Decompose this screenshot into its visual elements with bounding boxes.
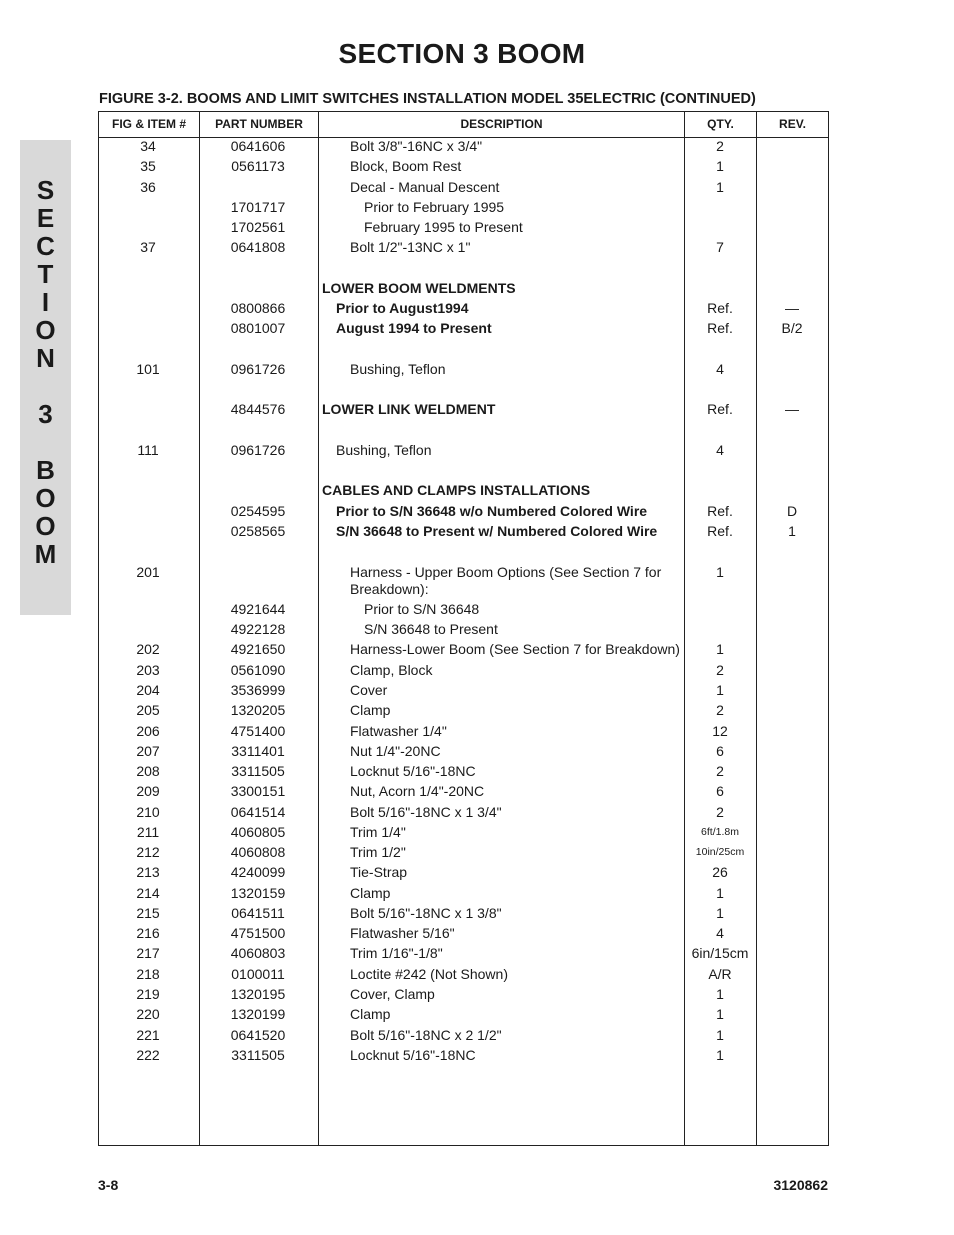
fig-item: 203 bbox=[136, 662, 160, 678]
side-tab-letter: C bbox=[36, 231, 55, 261]
fig-item: 37 bbox=[140, 239, 156, 255]
qty: 1 bbox=[716, 905, 724, 921]
column-divider bbox=[756, 112, 757, 1145]
side-tab-letter: O bbox=[35, 483, 56, 513]
side-tab-letter: O bbox=[35, 511, 56, 541]
side-tab-letter: T bbox=[37, 259, 54, 289]
description: Nut, Acorn 1/4"-20NC bbox=[350, 783, 485, 799]
description: Bushing, Teflon bbox=[350, 361, 446, 377]
description: Tie-Strap bbox=[350, 864, 408, 880]
part-number: 0561090 bbox=[230, 662, 286, 678]
part-number: 0641606 bbox=[230, 138, 286, 154]
part-number: 4921644 bbox=[230, 601, 286, 617]
description: Trim 1/2" bbox=[350, 844, 406, 860]
fig-item: 220 bbox=[136, 1006, 160, 1022]
description: Clamp bbox=[350, 1006, 391, 1022]
fig-item: 213 bbox=[136, 864, 160, 880]
description: February 1995 to Present bbox=[364, 219, 523, 235]
part-number: 4921650 bbox=[230, 641, 286, 657]
fig-item: 204 bbox=[136, 682, 160, 698]
qty: 1 bbox=[716, 564, 724, 580]
qty: Ref. bbox=[707, 523, 733, 539]
fig-item: 214 bbox=[136, 885, 160, 901]
description: Bushing, Teflon bbox=[336, 442, 432, 458]
section-title: SECTION 3 BOOM bbox=[338, 38, 586, 69]
description: Bolt 5/16"-18NC x 2 1/2" bbox=[350, 1027, 502, 1043]
description: Flatwasher 5/16" bbox=[350, 925, 455, 941]
description: Clamp bbox=[350, 885, 391, 901]
part-number: 4751500 bbox=[230, 925, 286, 941]
side-tab-letter: N bbox=[36, 343, 55, 373]
part-number: 1320195 bbox=[230, 986, 286, 1002]
qty: 1 bbox=[716, 1027, 724, 1043]
fig-item: 202 bbox=[136, 641, 160, 657]
qty: Ref. bbox=[707, 401, 733, 417]
part-number: 3311505 bbox=[231, 1047, 285, 1063]
rev: B/2 bbox=[781, 320, 803, 336]
side-tab-letter: M bbox=[34, 539, 57, 569]
part-number: 4060808 bbox=[230, 844, 286, 860]
column-divider bbox=[318, 112, 319, 1145]
qty: 1 bbox=[716, 682, 724, 698]
description: Bolt 3/8"-16NC x 3/4" bbox=[350, 138, 483, 154]
qty: 6ft/1.8m bbox=[701, 826, 739, 838]
qty: 2 bbox=[716, 804, 724, 820]
part-number: 0258565 bbox=[230, 523, 286, 539]
fig-item: 216 bbox=[136, 925, 160, 941]
description: Bolt 5/16"-18NC x 1 3/8" bbox=[350, 905, 502, 921]
header-qty: QTY. bbox=[707, 117, 734, 131]
qty: Ref. bbox=[707, 300, 733, 316]
header-rev: REV. bbox=[779, 117, 806, 131]
qty: 1 bbox=[716, 885, 724, 901]
part-number: 0561173 bbox=[231, 158, 285, 174]
part-number: 0641511 bbox=[231, 905, 285, 921]
qty: Ref. bbox=[707, 503, 733, 519]
part-number: 0961726 bbox=[230, 442, 286, 458]
description: LOWER LINK WELDMENT bbox=[322, 401, 496, 417]
qty: 1 bbox=[716, 641, 724, 657]
part-number: 0800866 bbox=[230, 300, 286, 316]
part-number: 0641514 bbox=[230, 804, 286, 820]
fig-item: 217 bbox=[136, 945, 160, 961]
fig-item: 34 bbox=[140, 138, 156, 154]
qty: 1 bbox=[716, 1047, 724, 1063]
fig-item: 212 bbox=[136, 844, 160, 860]
fig-item: 201 bbox=[136, 564, 160, 580]
qty: 2 bbox=[716, 763, 724, 779]
part-number: 3311505 bbox=[231, 763, 285, 779]
side-tab-letter: 3 bbox=[38, 399, 53, 429]
description: Prior to S/N 36648 w/o Numbered Colored Wire bbox=[336, 503, 648, 519]
fig-item: 206 bbox=[136, 723, 160, 739]
part-number: 1702561 bbox=[230, 219, 286, 235]
qty: 10in/25cm bbox=[695, 846, 745, 858]
fig-item: 221 bbox=[136, 1027, 160, 1043]
part-number: 4922128 bbox=[230, 621, 286, 637]
part-number: 3536999 bbox=[230, 682, 286, 698]
side-tab-letter: O bbox=[35, 315, 56, 345]
fig-item: 208 bbox=[136, 763, 160, 779]
part-number: 0801007 bbox=[230, 320, 286, 336]
qty: 1 bbox=[716, 986, 724, 1002]
description: Trim 1/16"-1/8" bbox=[350, 945, 443, 961]
rev: — bbox=[785, 300, 799, 316]
part-number: 0641808 bbox=[230, 239, 286, 255]
part-number: 4060805 bbox=[230, 824, 286, 840]
description: Clamp bbox=[350, 702, 391, 718]
part-number: 3300151 bbox=[230, 783, 286, 799]
section-side-tab bbox=[20, 140, 71, 615]
description: CABLES AND CLAMPS INSTALLATIONS bbox=[322, 482, 591, 498]
fig-item: 209 bbox=[136, 783, 160, 799]
description: Nut 1/4"-20NC bbox=[350, 743, 441, 759]
fig-item: 222 bbox=[136, 1047, 160, 1063]
description: Prior to February 1995 bbox=[364, 199, 505, 215]
qty: 26 bbox=[712, 864, 728, 880]
description: Locknut 5/16"-18NC bbox=[350, 763, 476, 779]
qty: 2 bbox=[716, 138, 724, 154]
fig-item: 207 bbox=[136, 743, 160, 759]
description: S/N 36648 to Present w/ Numbered Colored Wire bbox=[336, 523, 658, 539]
fig-item: 210 bbox=[136, 804, 160, 820]
part-number: 4751400 bbox=[230, 723, 286, 739]
qty: 7 bbox=[716, 239, 724, 255]
qty: 4 bbox=[716, 442, 724, 458]
fig-item: 211 bbox=[136, 824, 160, 840]
qty: 4 bbox=[716, 925, 724, 941]
description: LOWER BOOM WELDMENTS bbox=[322, 280, 516, 296]
description: Flatwasher 1/4" bbox=[350, 723, 447, 739]
rev: 1 bbox=[788, 523, 796, 539]
part-number: 0961726 bbox=[230, 361, 286, 377]
description: Cover bbox=[350, 682, 388, 698]
rev: D bbox=[786, 503, 798, 519]
qty: 1 bbox=[716, 158, 724, 174]
part-number: 0254595 bbox=[230, 503, 286, 519]
side-tab-letter: S bbox=[36, 175, 55, 205]
part-number: 0641520 bbox=[230, 1027, 286, 1043]
fig-item: 219 bbox=[136, 986, 160, 1002]
fig-item: 35 bbox=[140, 158, 156, 174]
page-number: 3-8 bbox=[98, 1177, 119, 1193]
qty: 6 bbox=[716, 783, 724, 799]
side-tab-letter: B bbox=[36, 455, 55, 485]
part-number: 1320205 bbox=[230, 702, 286, 718]
description: Loctite #242 (Not Shown) bbox=[350, 966, 508, 982]
header-description: DESCRIPTION bbox=[460, 117, 543, 131]
part-number: 3311401 bbox=[231, 743, 285, 759]
qty: 4 bbox=[716, 361, 724, 377]
description: Bolt 1/2"-13NC x 1" bbox=[350, 239, 471, 255]
part-number: 4060803 bbox=[230, 945, 286, 961]
fig-item: 101 bbox=[136, 361, 160, 377]
part-number: 1320159 bbox=[230, 885, 286, 901]
fig-item: 111 bbox=[137, 442, 159, 458]
fig-item: 218 bbox=[136, 966, 160, 982]
qty: 6 bbox=[716, 743, 724, 759]
qty: 12 bbox=[712, 723, 728, 739]
part-number: 4240099 bbox=[230, 864, 286, 880]
document-number: 3120862 bbox=[773, 1177, 828, 1193]
description: Decal - Manual Descent bbox=[350, 179, 500, 195]
figure-title: FIGURE 3-2. BOOMS AND LIMIT SWITCHES INSTALLATION MODEL 35ELECTRIC (CONTINUED) bbox=[99, 91, 756, 107]
description: Prior to August1994 bbox=[336, 300, 469, 316]
header-part-number: PART NUMBER bbox=[215, 117, 303, 131]
description: Trim 1/4" bbox=[350, 824, 406, 840]
qty: 2 bbox=[716, 702, 724, 718]
fig-item: 36 bbox=[140, 179, 156, 195]
part-number: 1320199 bbox=[230, 1006, 286, 1022]
qty: Ref. bbox=[707, 320, 733, 336]
header-fig-item: FIG & ITEM # bbox=[111, 117, 186, 131]
description: August 1994 to Present bbox=[336, 320, 492, 336]
description: Clamp, Block bbox=[350, 662, 433, 678]
description: S/N 36648 to Present bbox=[364, 621, 498, 637]
qty: 2 bbox=[716, 662, 724, 678]
part-number: 0100011 bbox=[231, 966, 285, 982]
description: Cover, Clamp bbox=[350, 986, 435, 1002]
side-tab-letter: I bbox=[41, 287, 50, 317]
description: Prior to S/N 36648 bbox=[364, 601, 480, 617]
part-number: 1701717 bbox=[230, 199, 286, 215]
description: Locknut 5/16"-18NC bbox=[350, 1047, 476, 1063]
description: Block, Boom Rest bbox=[350, 158, 462, 174]
qty: 6in/15cm bbox=[691, 945, 749, 961]
qty: 1 bbox=[716, 179, 724, 195]
side-tab-letter: E bbox=[36, 203, 55, 233]
description: Harness-Lower Boom (See Section 7 for Breakdown) bbox=[350, 641, 680, 657]
fig-item: 215 bbox=[136, 905, 160, 921]
qty: A/R bbox=[708, 966, 732, 982]
part-number: 4844576 bbox=[230, 401, 286, 417]
description: Bolt 5/16"-18NC x 1 3/4" bbox=[350, 804, 502, 820]
fig-item: 205 bbox=[136, 702, 160, 718]
description: Harness - Upper Boom Options (See Section 7 for Breakdown): bbox=[350, 564, 662, 597]
qty: 1 bbox=[716, 1006, 724, 1022]
rev: — bbox=[785, 401, 799, 417]
